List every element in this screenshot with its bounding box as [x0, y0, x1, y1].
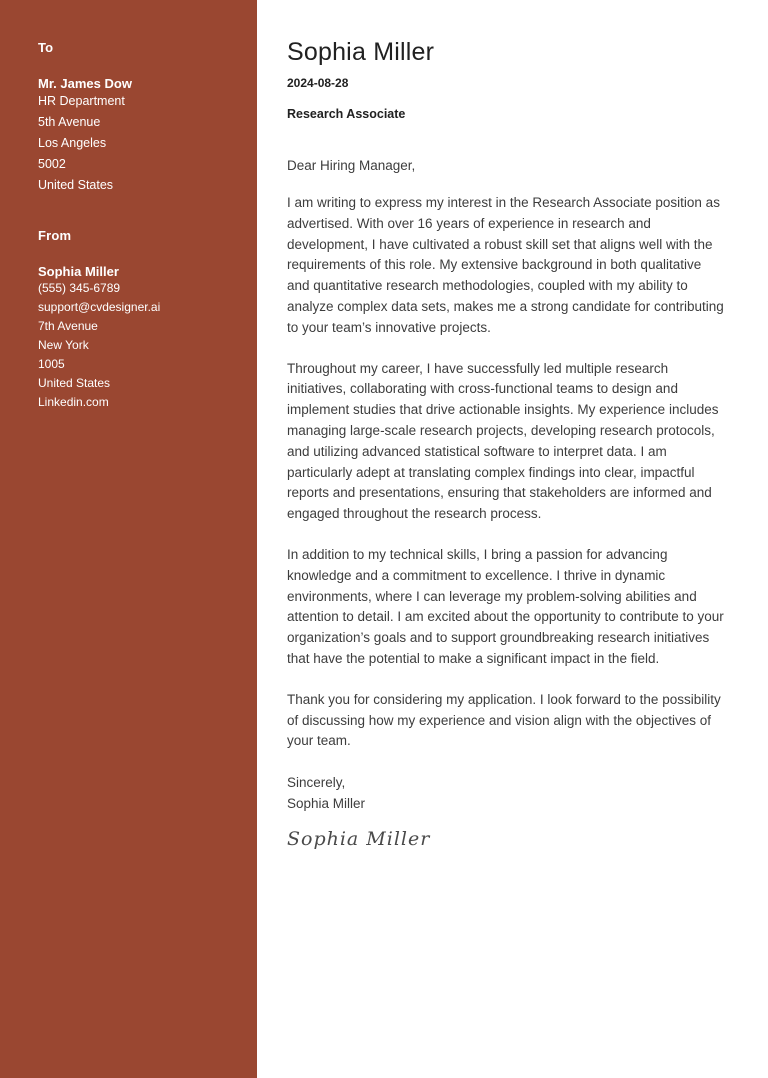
recipient-city: Los Angeles [38, 136, 107, 150]
recipient-country: United States [38, 178, 114, 192]
sender-section [38, 228, 237, 412]
sender-street: 7th Avenue [38, 319, 98, 333]
sender-country: United States [38, 376, 111, 390]
sender-name: Sophia Miller [38, 264, 119, 279]
letter-body [257, 0, 768, 1078]
job-title: Research Associate [287, 107, 406, 121]
from-heading: From [38, 228, 72, 243]
sender-linkedin: Linkedin.com [38, 395, 109, 409]
recipient-zip: 5002 [38, 157, 66, 171]
salutation: Dear Hiring Manager, [287, 158, 416, 173]
closing-block [287, 773, 727, 815]
letter-author-name: Sophia Miller [287, 38, 435, 66]
paragraph-4: Thank you for considering my application. I look forward to the possibility of discussing how my experience and vision align with the objectives of your team. [287, 691, 721, 749]
recipient-street: 5th Avenue [38, 115, 101, 129]
sidebar [0, 0, 257, 1078]
sender-email: support@cvdesigner.ai [38, 300, 161, 314]
recipient-name: Mr. James Dow [38, 76, 132, 91]
handwritten-signature: Sophia Miller [287, 827, 431, 850]
paragraph-2: Throughout my career, I have successfully led multiple research initiatives, collaborating with cross-functional teams to design and implement studies that drive actionable insights. My experience includes managing large-scale research projects, developing research protocols, and utilizing advanced statistical software to interpret data. I am particularly adept at translating complex findings into clear, impactful reports and presentations, ensuring that stakeholders are informed and engaged throughout the research process. [287, 360, 719, 522]
sender-zip: 1005 [38, 357, 65, 371]
paragraph-3: In addition to my technical skills, I bring a passion for advancing knowledge and a commitment to excellence. I thrive in dynamic environments, where I can leverage my problem-solving abilities and attention to detail. I am excited about the opportunity to contribute to your organization’s goals and to support groundbreaking research initiatives that have the potential to make a significant impact in the field. [287, 546, 724, 666]
sender-phone: (555) 345-6789 [38, 281, 121, 295]
sender-city: New York [38, 338, 89, 352]
paragraph-1: I am writing to express my interest in the Research Associate position as advertised. With over 16 years of experience in research and development, I have cultivated a robust skill set that aligns well with the requirements of this role. My extensive background in both qualitative and quantitative research methodologies, coupled with my ability to analyze complex data sets, makes me a strong candidate for contributing to your team’s innovative projects. [287, 195, 724, 335]
letter-date: 2024-08-28 [287, 76, 349, 90]
recipient-section [38, 40, 237, 196]
recipient-department: HR Department [38, 94, 125, 108]
to-heading: To [38, 40, 54, 55]
closing-name: Sophia Miller [287, 795, 366, 811]
closing-word: Sincerely, [287, 775, 346, 791]
